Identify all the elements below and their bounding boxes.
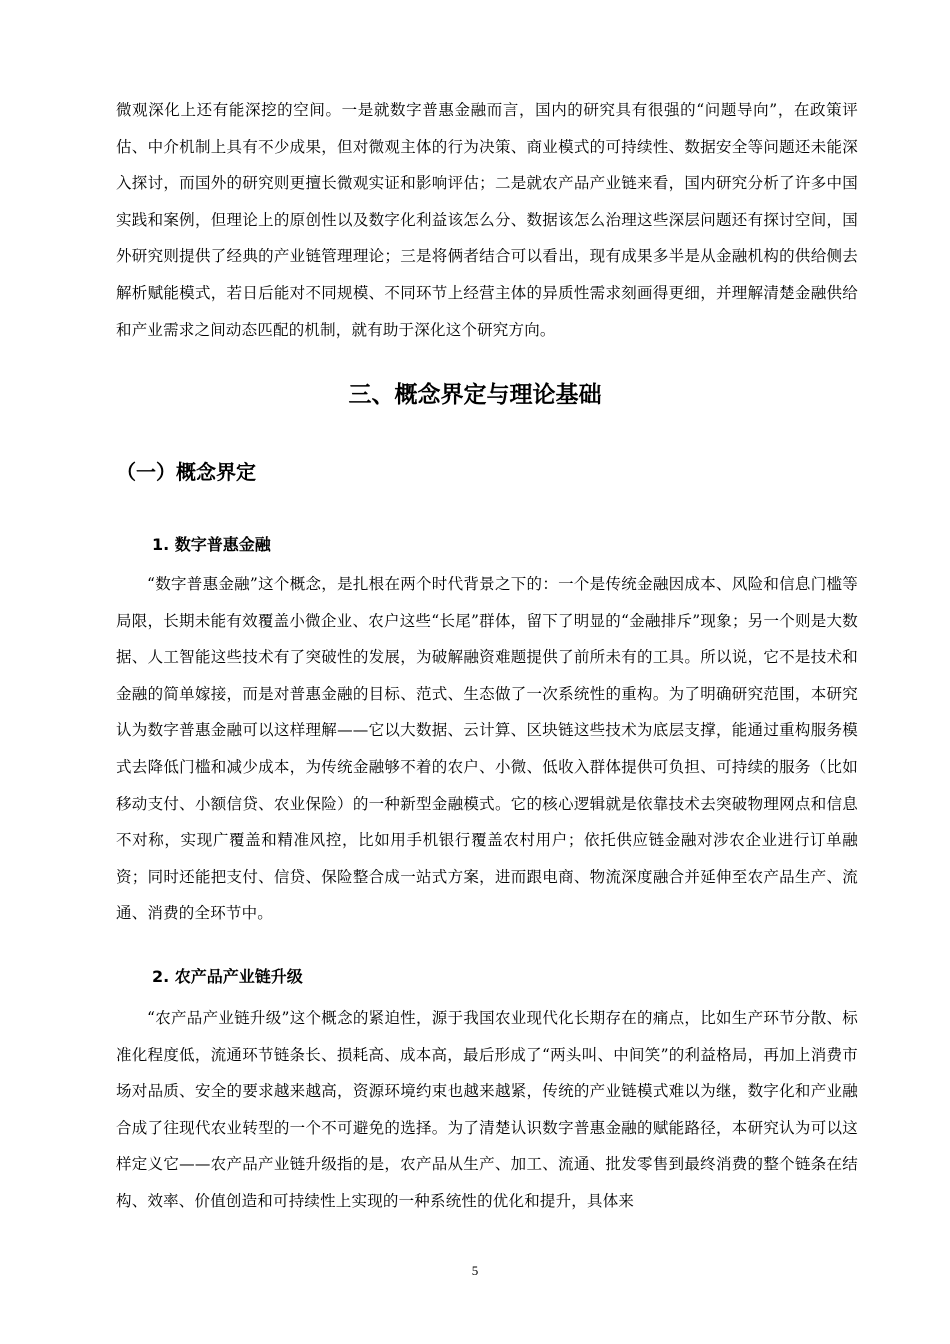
subsection-paragraph-agri-chain-upgrade: “农产品产业链升级”这个概念的紧迫性，源于我国农业现代化长期存在的痛点，比如生产环节分散、标准化程度低，流通环节链条长、损耗高、成本高，最后形成了“两头叫、中间笑”的利益格局，再加上消费市场对品质、安全的要求越来越高，资源环境约束也越来越紧，传统的产业链模式难以为继，数字化和产业融合成了往现代农业转型的一个不可避免的选择。为了清楚认识数字普惠金融的赋能路径，本研究认为可以这样定义它——农产品产业链升级指的是，农产品从生产、加工、流通、批发零售到最终消费的整个链条在结构、效率、价值创造和可持续性上实现的一种系统性的优化和提升，具体来 <box>116 1009 858 1210</box>
page-number: 5 <box>471 1263 479 1278</box>
section-title: （一）概念界定 <box>116 460 256 484</box>
chapter-title: 三、概念界定与理论基础 <box>348 382 602 408</box>
subsection-title-digital-inclusive-finance: 1. 数字普惠金融 <box>152 535 271 554</box>
subsection-paragraph-digital-inclusive-finance: “数字普惠金融”这个概念，是扎根在两个时代背景之下的：一个是传统金融因成本、风险和信息门槛等局限，长期未能有效覆盖小微企业、农户这些“长尾”群体，留下了明显的“金融排斥”现象；另一个则是大数据、人工智能这些技术有了突破性的发展，为破解融资难题提供了前所未有的工具。所以说，它不是技术和金融的简单嫁接，而是对普惠金融的目标、范式、生态做了一次系统性的重构。为了明确研究范围，本研究认为数字普惠金融可以这样理解——它以大数据、云计算、区块链这些技术为底层支撑，能通过重构服务模式去降低门槛和减少成本，为传统金融够不着的农户、小微、低收入群体提供可负担、可持续的服务（比如移动支付、小额信贷、农业保险）的一种新型金融模式。它的核心逻辑就是依靠技术去突破物理网点和信息不对称，实现广覆盖和精准风控，比如用手机银行覆盖农村用户；依托供应链金融对涉农企业进行订单融资；同时还能把支付、信贷、保险整合成一站式方案，进而跟电商、物流深度融合并延伸至农产品生产、流通、消费的全环节中。 <box>116 575 858 923</box>
intro-paragraph: 微观深化上还有能深挖的空间。一是就数字普惠金融而言，国内的研究具有很强的“问题导向”，在政策评估、中介机制上具有不少成果，但对微观主体的行为决策、商业模式的可持续性、数据安全等问题还未能深入探讨，而国外的研究则更擅长微观实证和影响评估；二是就农产品产业链来看，国内研究分析了许多中国实践和案例，但理论上的原创性以及数字化利益该怎么分、数据该怎么治理这些深层问题还有探讨空间，国外研究则提供了经典的产业链管理理论；三是将俩者结合可以看出，现有成果多半是从金融机构的供给侧去解析赋能模式，若日后能对不同规模、不同环节上经营主体的异质性需求刻画得更细，并理解清楚金融供给和产业需求之间动态匹配的机制，就有助于深化这个研究方向。 <box>116 101 858 339</box>
subsection-title-agri-chain-upgrade: 2. 农产品产业链升级 <box>152 967 303 986</box>
